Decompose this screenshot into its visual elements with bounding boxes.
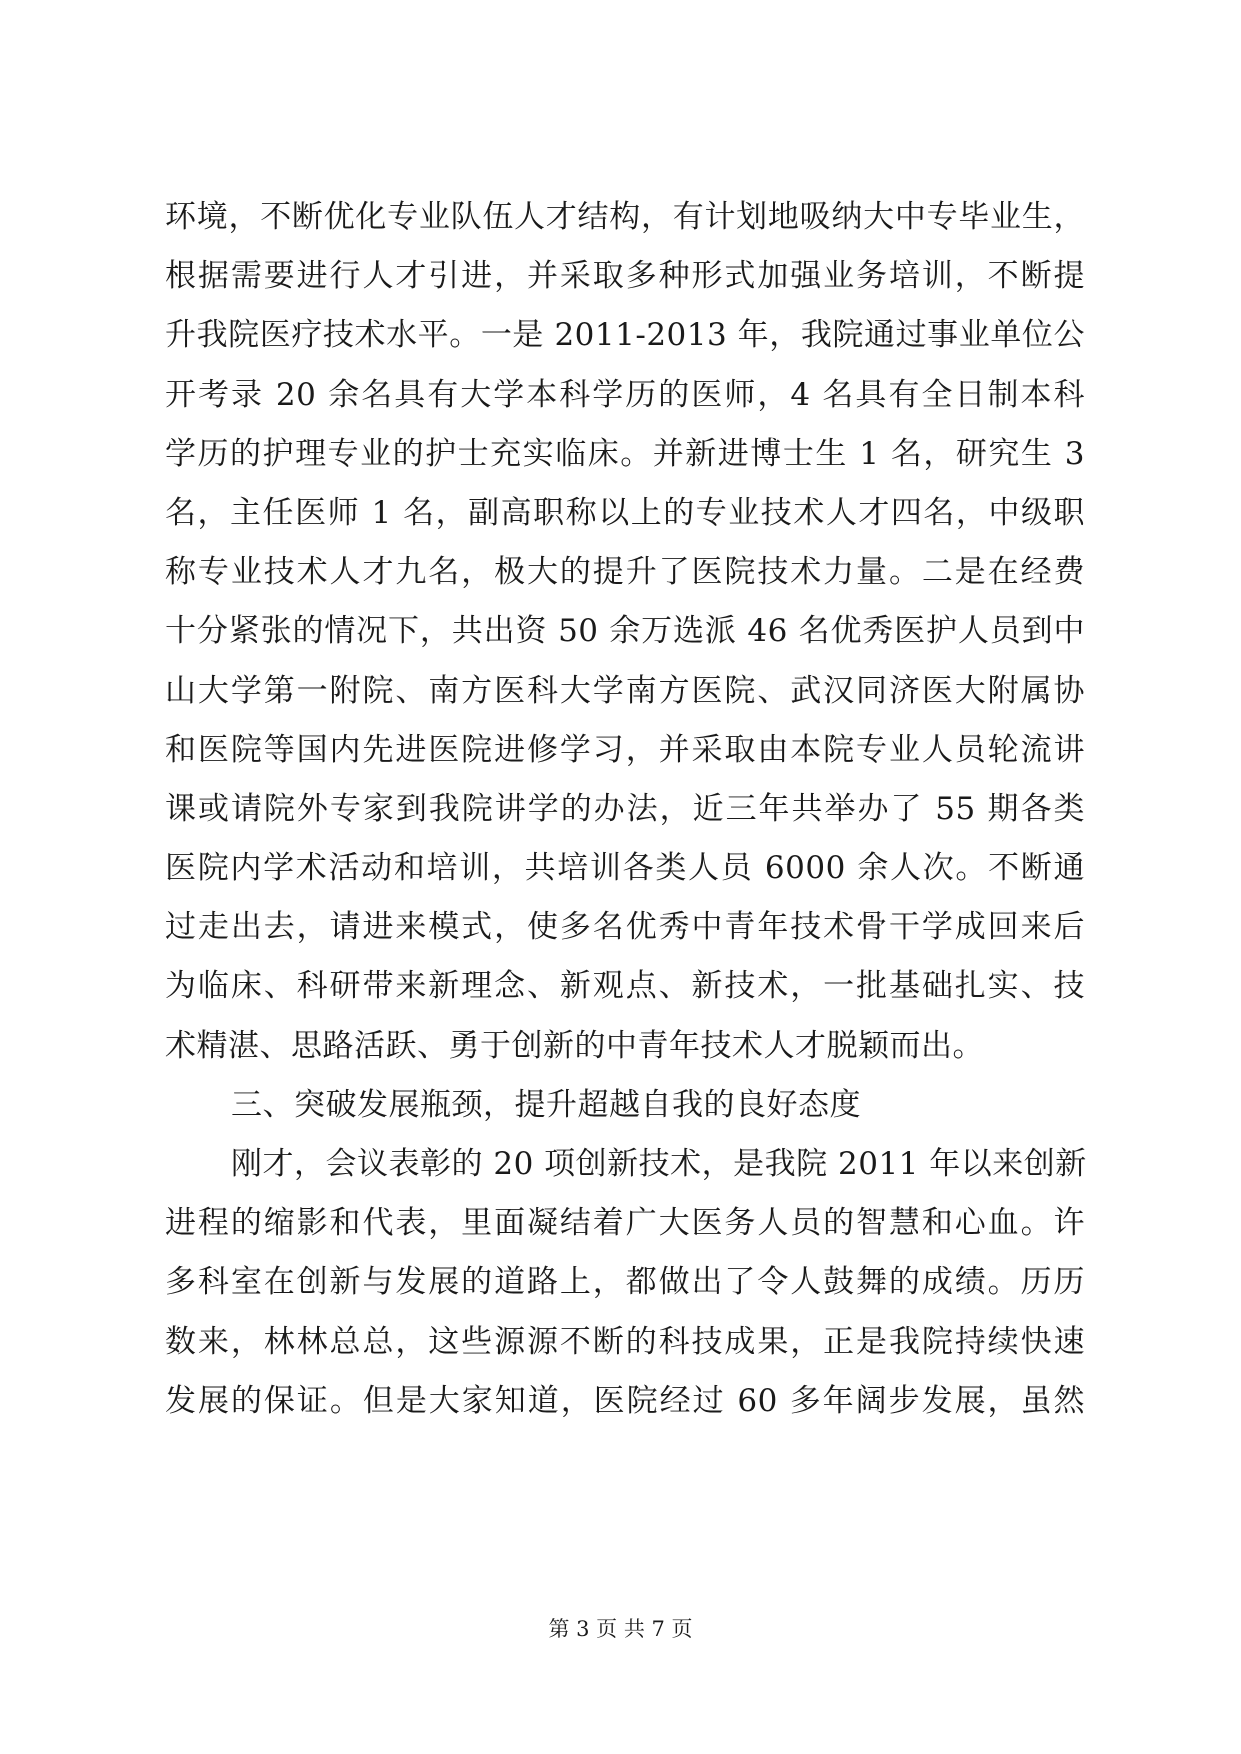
text-line: 开考录 20 余名具有大学本科学历的医师，4 名具有全日制本科: [165, 376, 1085, 413]
text-line: 医院内学术活动和培训，共培训各类人员 6000 余人次。不断通: [165, 850, 1085, 887]
page-number-footer: 第 3 页 共 7 页: [548, 1617, 693, 1641]
text-line: 课或请院外专家到我院讲学的办法，近三年共举办了 55 期各类: [165, 790, 1085, 827]
text-line: 刚才，会议表彰的 20 项创新技术，是我院 2011 年以来创新: [231, 1146, 1087, 1182]
text-line: 学历的护理专业的护士充实临床。并新进博士生 1 名，研究生 3: [165, 435, 1085, 472]
text-line: 过走出去，请进来模式，使多名优秀中青年技术骨干学成回来后: [165, 909, 1085, 946]
text-line: 名，主任医师 1 名，副高职称以上的专业技术人才四名，中级职: [165, 494, 1085, 531]
text-line: 十分紧张的情况下，共出资 50 余万选派 46 名优秀医护人员到中: [165, 613, 1085, 650]
text-line: 为临床、科研带来新理念、新观点、新技术，一批基础扎实、技: [165, 968, 1085, 1005]
text-line: 称专业技术人才九名，极大的提升了医院技术力量。二是在经费: [165, 554, 1085, 591]
text-line: 发展的保证。但是大家知道，医院经过 60 多年阔步发展，虽然: [165, 1382, 1085, 1419]
body-text: [165, 188, 1085, 1431]
text-line: 术精湛、思路活跃、勇于创新的中青年技术人才脱颖而出。: [165, 1027, 984, 1064]
text-line: 升我院医疗技术水平。一是 2011-2013 年，我院通过事业单位公: [165, 317, 1085, 354]
text-line: 数来，林林总总，这些源源不断的科技成果，正是我院持续快速: [165, 1323, 1085, 1360]
section-heading: 三、突破发展瓶颈，提升超越自我的良好态度: [231, 1086, 861, 1123]
text-line: 进程的缩影和代表，里面凝结着广大医务人员的智慧和心血。许: [165, 1205, 1085, 1242]
text-line: 多科室在创新与发展的道路上，都做出了令人鼓舞的成绩。历历: [165, 1264, 1085, 1301]
text-line: 和医院等国内先进医院进修学习，并采取由本院专业人员轮流讲: [165, 731, 1085, 768]
text-line: 根据需要进行人才引进，并采取多种形式加强业务培训，不断提: [165, 258, 1085, 295]
text-line: 环境，不断优化专业队伍人才结构，有计划地吸纳大中专毕业生，: [165, 199, 1085, 235]
text-line: 山大学第一附院、南方医科大学南方医院、武汉同济医大附属协: [165, 672, 1085, 709]
